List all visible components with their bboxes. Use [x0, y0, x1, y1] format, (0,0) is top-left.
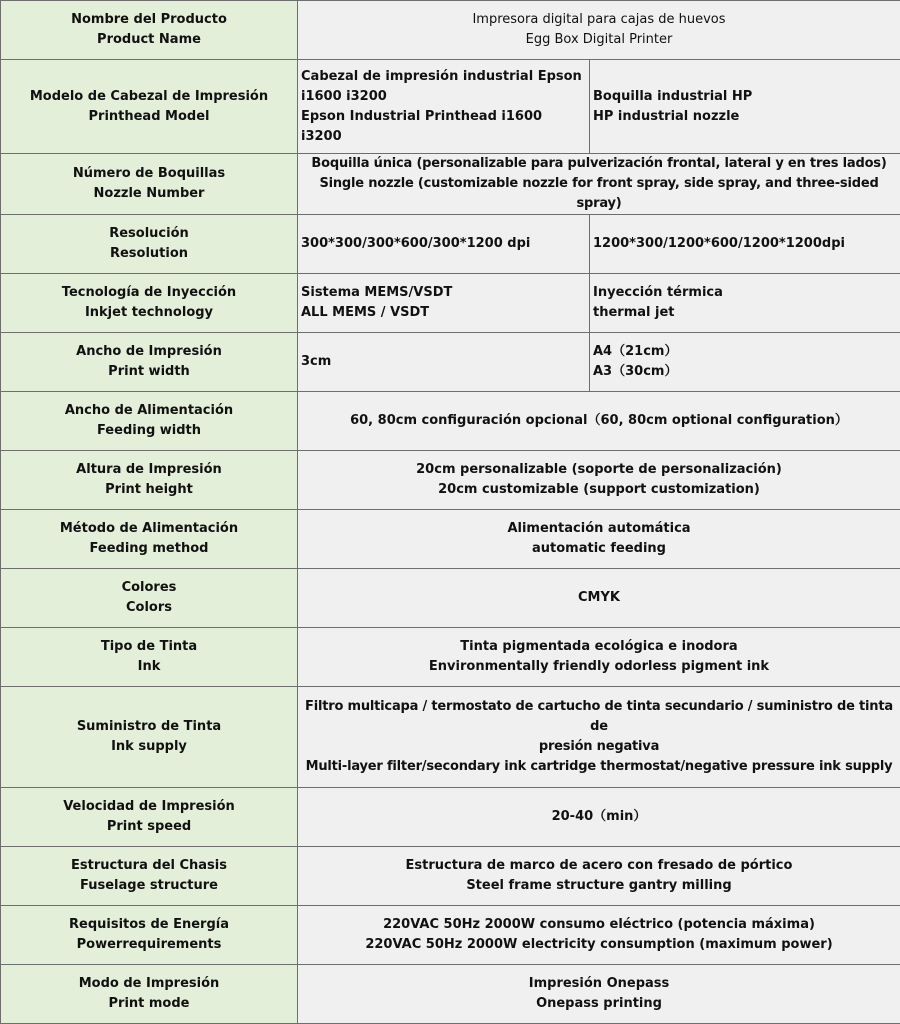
label-feeding-width	[1, 392, 298, 451]
value-resolution-epson	[298, 215, 590, 274]
row-ink-supply	[1, 687, 900, 788]
label-en: Ink supply	[111, 739, 187, 754]
value-line: Multi-layer filter/secondary ink cartridge thermostat/negative pressure ink supply	[305, 759, 893, 774]
value-line: thermal jet	[593, 305, 675, 320]
label-en: Colors	[125, 600, 172, 615]
row-print-speed	[1, 788, 900, 847]
label-es: Velocidad de Impresión	[63, 799, 235, 814]
value-line: Inyección térmica	[593, 285, 723, 300]
label-ink	[1, 628, 298, 687]
label-es: Resolución	[109, 226, 189, 241]
value-line: Cabezal de impresión industrial Epson	[301, 68, 582, 84]
value-line: Epson Industrial Printhead i1600 i3200	[301, 108, 543, 144]
value-line: Sistema MEMS/VSDT	[301, 285, 453, 300]
label-es: Ancho de Impresión	[76, 344, 222, 359]
label-product-name	[1, 1, 298, 60]
value-feeding-method	[298, 510, 900, 569]
label-inkjet-technology	[1, 274, 298, 333]
row-print-mode	[1, 965, 900, 1024]
value-line: Onepass printing	[536, 996, 662, 1011]
label-en: Product Name	[97, 32, 201, 47]
value-line: Filtro multicapa / termostato de cartucho de tinta secundario / suministro de tinta de	[305, 699, 893, 734]
value-line: ALL MEMS / VSDT	[301, 305, 430, 320]
label-es: Estructura del Chasis	[71, 858, 227, 873]
label-en: Printhead Model	[88, 108, 210, 124]
value-line: Alimentación automática	[507, 521, 691, 536]
label-en: Ink	[137, 659, 161, 674]
value-line: Impresora digital para cajas de huevos	[472, 12, 726, 27]
value-line: i1600 i3200	[301, 88, 387, 104]
row-print-height	[1, 451, 900, 510]
value-line: Impresión Onepass	[528, 976, 670, 991]
label-fuselage-structure	[1, 847, 298, 906]
value-line: 220VAC 50Hz 2000W consumo eléctrico (potencia máxima)	[383, 917, 815, 932]
label-es: Tipo de Tinta	[100, 639, 198, 654]
label-es: Altura de Impresión	[76, 462, 222, 477]
value-technology-epson	[298, 274, 590, 333]
label-es: Modo de Impresión	[78, 976, 220, 991]
label-en: Feeding method	[89, 541, 209, 556]
label-en: Print width	[108, 364, 190, 379]
value-ink	[298, 628, 900, 687]
label-es: Suministro de Tinta	[76, 719, 222, 734]
value-line: A3（30cm）	[593, 364, 678, 379]
label-en: Print mode	[108, 996, 190, 1011]
label-print-height	[1, 451, 298, 510]
value-printhead-hp	[590, 60, 900, 154]
label-es: Tecnología de Inyección	[61, 285, 237, 300]
row-nozzle-number	[1, 154, 900, 215]
value-nozzle-number	[298, 154, 900, 215]
value-line: 60, 80cm configuración opcional（60, 80cm optional configuration）	[350, 413, 848, 428]
label-nozzle-number	[1, 154, 298, 215]
row-inkjet-technology	[1, 274, 900, 333]
value-line: 20cm personalizable (soporte de personalización)	[416, 462, 782, 477]
label-es: Requisitos de Energía	[69, 917, 229, 932]
row-print-width	[1, 333, 900, 392]
row-printhead-model	[1, 60, 900, 154]
label-es: Colores	[121, 580, 177, 595]
row-colors	[1, 569, 900, 628]
value-line: Boquilla industrial HP	[593, 88, 753, 104]
value-line: HP industrial nozzle	[593, 108, 740, 124]
value-print-width-epson	[298, 333, 590, 392]
row-feeding-method	[1, 510, 900, 569]
label-feeding-method	[1, 510, 298, 569]
row-product-name	[1, 1, 900, 60]
value-line: 300*300/300*600/300*1200 dpi	[301, 236, 531, 251]
value-power-requirements	[298, 906, 900, 965]
value-line: Estructura de marco de acero con fresado de pórtico	[405, 858, 793, 873]
value-technology-hp	[590, 274, 900, 333]
row-fuselage-structure	[1, 847, 900, 906]
label-en: Fuselage structure	[80, 878, 218, 893]
value-line: Single nozzle (customizable nozzle for front spray, side spray, and three-sided spray)	[319, 176, 879, 211]
value-line: A4（21cm）	[593, 344, 678, 359]
value-print-speed	[298, 788, 900, 847]
label-power-requirements	[1, 906, 298, 965]
label-print-width	[1, 333, 298, 392]
label-en: Resolution	[109, 246, 189, 261]
label-en: Nozzle Number	[93, 186, 205, 201]
label-es: Número de Boquillas	[72, 166, 226, 181]
label-es: Método de Alimentación	[59, 521, 239, 536]
value-line: Boquilla única (personalizable para pulverización frontal, lateral y en tres lados)	[311, 156, 887, 171]
label-print-mode	[1, 965, 298, 1024]
label-en: Print height	[105, 482, 193, 497]
value-feeding-width	[298, 392, 900, 451]
label-en: Feeding width	[96, 423, 202, 438]
value-ink-supply	[298, 687, 900, 788]
value-line: Environmentally friendly odorless pigment ink	[428, 659, 770, 674]
label-en: Print speed	[106, 819, 192, 834]
value-line: Egg Box Digital Printer	[525, 32, 673, 47]
label-ink-supply	[1, 687, 298, 788]
value-line: 220VAC 50Hz 2000W electricity consumption (maximum power)	[365, 937, 833, 952]
value-fuselage-structure	[298, 847, 900, 906]
label-en: Powerrequirements	[76, 937, 222, 952]
row-feeding-width	[1, 392, 900, 451]
row-power-requirements	[1, 906, 900, 965]
value-printhead-epson	[298, 60, 590, 154]
value-line: presión negativa	[538, 739, 660, 754]
row-ink	[1, 628, 900, 687]
label-colors	[1, 569, 298, 628]
value-product-name	[298, 1, 900, 60]
label-es: Modelo de Cabezal de Impresión	[29, 88, 269, 104]
label-print-speed	[1, 788, 298, 847]
value-line: automatic feeding	[531, 541, 666, 556]
label-en: Inkjet technology	[84, 305, 214, 320]
label-es: Nombre del Producto	[71, 12, 227, 27]
value-line: 20cm customizable (support customization)	[438, 482, 760, 497]
label-printhead-model	[1, 60, 298, 154]
row-resolution	[1, 215, 900, 274]
value-line: 1200*300/1200*600/1200*1200dpi	[593, 236, 845, 251]
value-colors	[298, 569, 900, 628]
value-line: 20-40（min）	[551, 809, 647, 824]
value-line: 3cm	[301, 354, 332, 369]
label-resolution	[1, 215, 298, 274]
value-print-mode	[298, 965, 900, 1024]
value-print-height	[298, 451, 900, 510]
value-line: Steel frame structure gantry milling	[466, 878, 732, 893]
value-line: Tinta pigmentada ecológica e inodora	[460, 639, 738, 654]
value-line: CMYK	[578, 590, 620, 605]
value-print-width-hp	[590, 333, 900, 392]
value-resolution-hp	[590, 215, 900, 274]
label-es: Ancho de Alimentación	[64, 403, 234, 418]
